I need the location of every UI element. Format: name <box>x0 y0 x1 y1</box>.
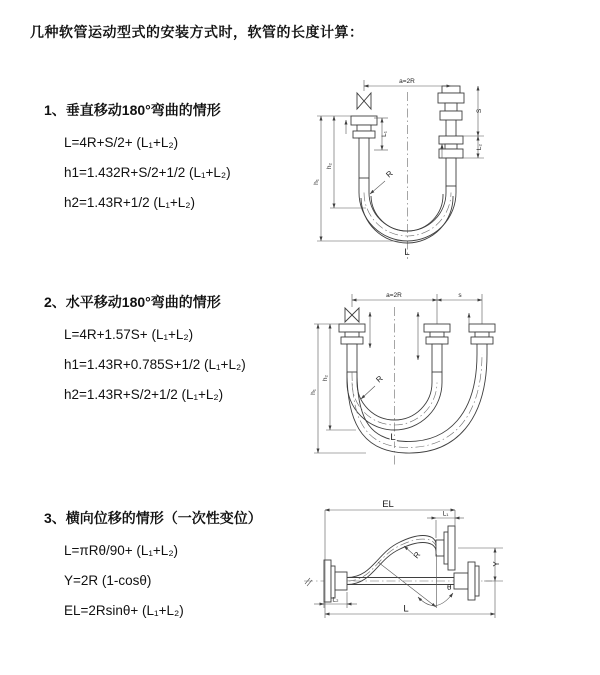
lower-right-flange <box>454 562 479 600</box>
section-1 <box>44 100 231 218</box>
formula-line: EL=2Rsinθ+ (L₁+L₂) <box>64 603 184 618</box>
angle-label: θ <box>447 583 452 592</box>
section-2-heading: 2、水平移动180°弯曲的情形 <box>44 294 221 310</box>
dim-label-l1: L₁ <box>442 510 449 518</box>
upper-right-flange <box>436 526 455 570</box>
dim-label-l2: L₂ <box>332 596 339 604</box>
section-1-heading: 1、垂直移动180°弯曲的情形 <box>44 102 221 118</box>
hose-assembly <box>339 308 495 453</box>
formula-line: L=4R+1.57S+ (L₁+L₂) <box>64 327 194 342</box>
right-fitting <box>469 324 495 354</box>
left-fitting <box>351 116 377 193</box>
dim-label-h2: h₂ <box>322 374 329 382</box>
section-3 <box>44 508 262 626</box>
length-label: L <box>390 432 396 443</box>
section-3-heading: 3、横向位移的情形（一次性变位） <box>44 510 262 526</box>
dim-label-a2r: a=2R <box>386 292 402 299</box>
dim-label-l2: L₂ <box>476 143 483 151</box>
braid-section <box>359 138 369 178</box>
dim-label-shift: s <box>458 292 462 299</box>
braid-section <box>347 344 357 372</box>
formula-line: L=πRθ/90+ (L₁+L₂) <box>64 543 179 558</box>
u-bend-position-2 <box>347 354 487 453</box>
valve-icon <box>357 93 371 109</box>
dim-label-s: S <box>476 108 483 114</box>
radius-label: R <box>411 550 423 561</box>
formula-line: h1=1.432R+S/2+1/2 (L₁+L₂) <box>64 165 231 180</box>
dim-label-el: EL <box>382 499 394 510</box>
right-fitting <box>438 86 464 193</box>
diagram-vertical-180-bend <box>308 66 523 266</box>
dimensions <box>313 78 484 258</box>
length-label: L <box>403 603 409 615</box>
dim-label-h2: h₂ <box>326 162 333 170</box>
section-2 <box>44 292 246 410</box>
formula-line: h1=1.43R+0.785S+1/2 (L₁+L₂) <box>64 357 246 372</box>
page-title: 几种软管运动型式的安装方式时，软管的长度计算： <box>30 24 364 40</box>
dim-label-a2r: a=2R <box>399 78 415 85</box>
length-label: L <box>404 247 410 258</box>
formula-line: h2=1.43R+S/2+1/2 (L₁+L₂) <box>64 387 224 402</box>
left-fitting <box>339 324 365 372</box>
diagram-horizontal-180-bend <box>306 282 546 477</box>
hose-assembly <box>324 526 479 602</box>
formula-line: L=4R+S/2+ (L₁+L₂) <box>64 135 179 150</box>
angle-arc <box>418 593 453 606</box>
dim-label-y: Y <box>492 561 501 567</box>
dim-label-h1: h₁ <box>310 389 317 395</box>
middle-fitting <box>424 324 450 372</box>
radius-label: R <box>384 168 395 180</box>
dim-label-l1: L₁ <box>381 131 388 137</box>
formula-line: h2=1.43R+1/2 (L₁+L₂) <box>64 195 196 210</box>
dim-label-h1: h₁ <box>313 179 320 185</box>
diagram-lateral-displacement <box>296 496 596 641</box>
formula-line: Y=2R (1-cosθ) <box>64 573 152 588</box>
dimensions <box>310 292 482 453</box>
u-bend <box>359 193 456 244</box>
radius-label: R <box>374 373 385 385</box>
braid-section <box>446 158 456 186</box>
braid-section <box>432 344 442 372</box>
valve-icon <box>345 308 359 322</box>
